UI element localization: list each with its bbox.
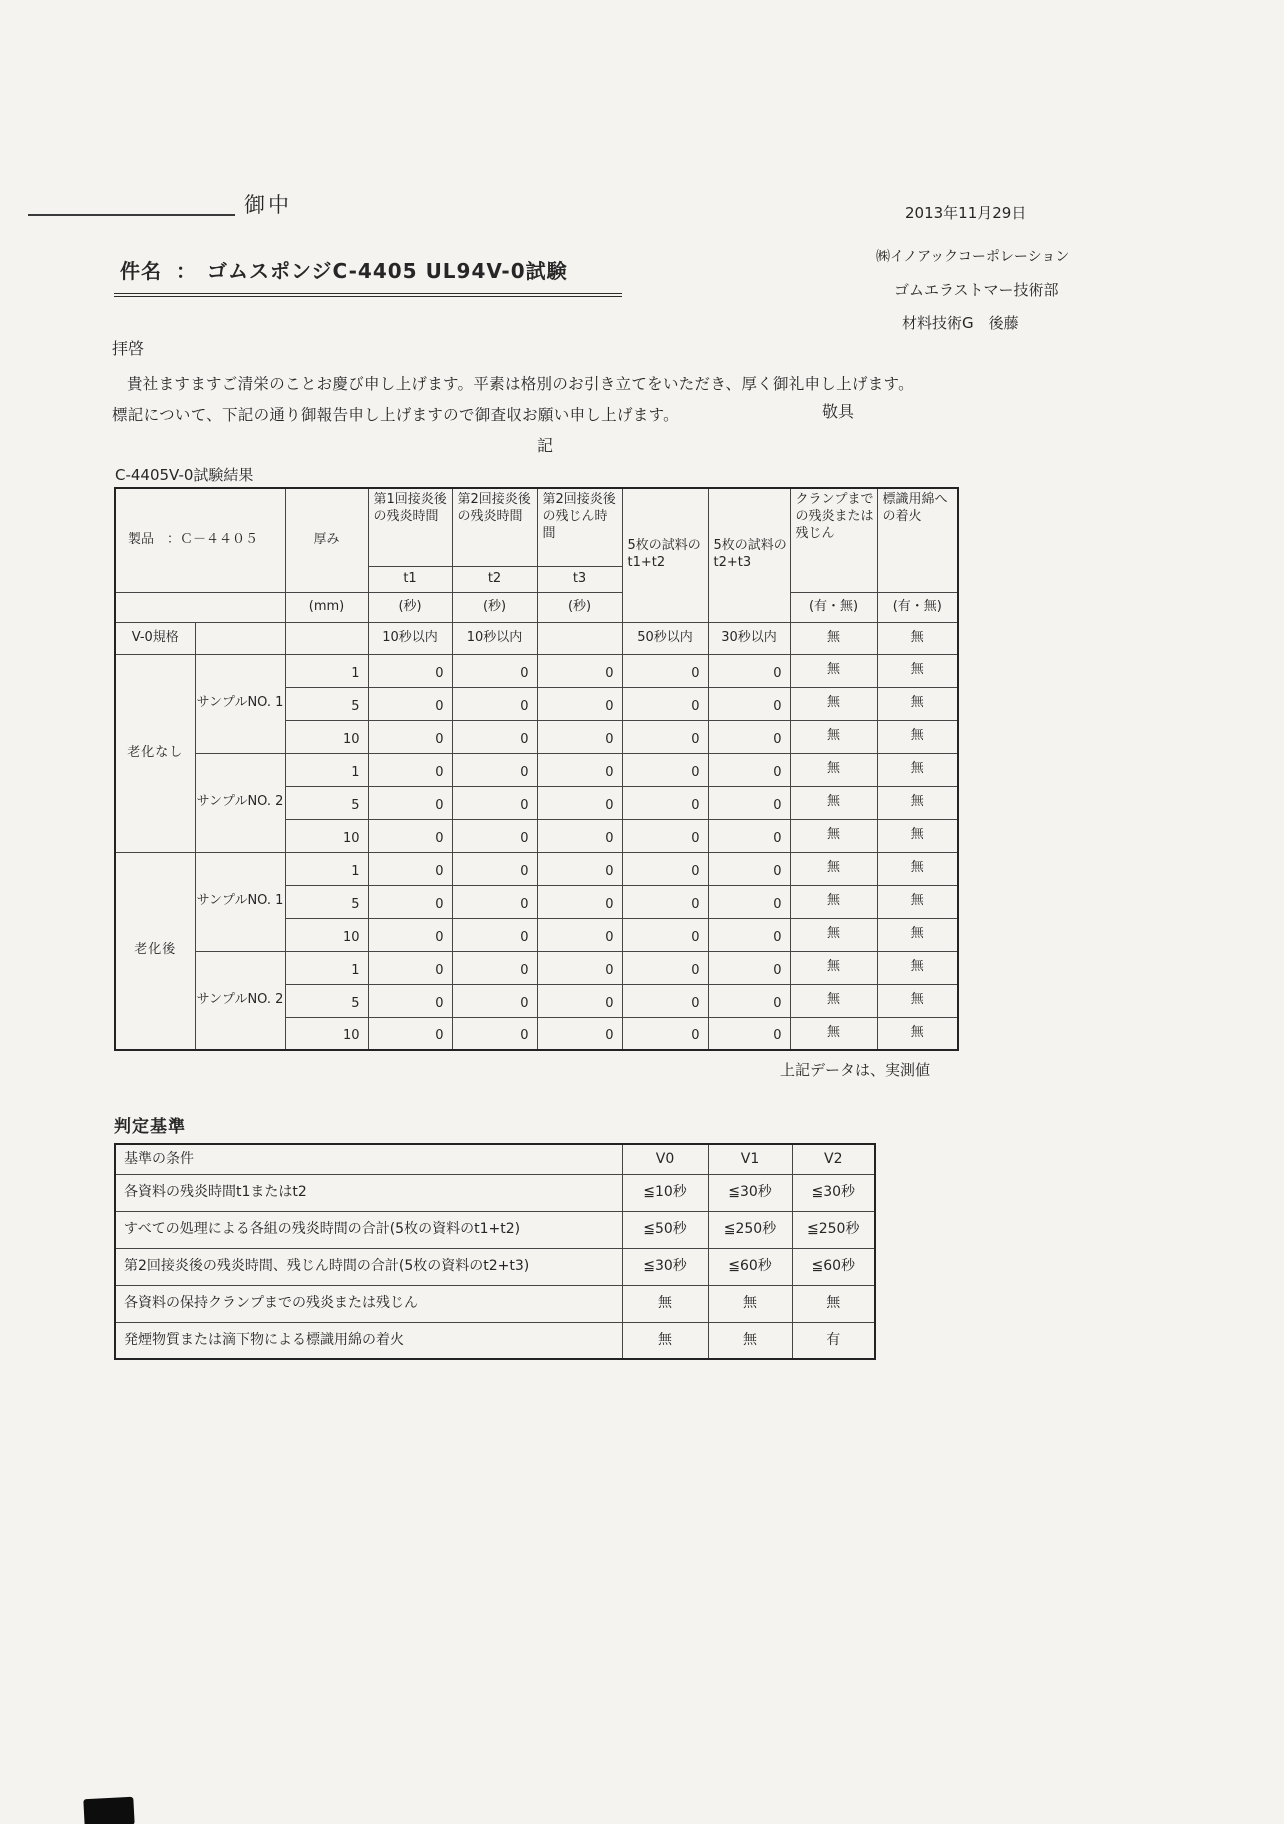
criteria-label: すべての処理による各組の残炎時間の合計(5枚の資料のt1+t2)	[115, 1211, 622, 1248]
cotton-value: 無	[877, 720, 958, 753]
t3-value: 0	[537, 687, 622, 720]
t2-value: 0	[452, 687, 537, 720]
clamp-value: 無	[790, 687, 877, 720]
sum12-value: 0	[622, 852, 708, 885]
cotton-value: 無	[877, 687, 958, 720]
thickness-unit: (mm)	[285, 592, 368, 622]
salutation: 拝啓	[112, 339, 145, 358]
t3-value: 0	[537, 918, 622, 951]
t3-unit: (秒)	[537, 592, 622, 622]
empty-cell	[285, 622, 368, 654]
t2-title-header: 第2回接炎後の残炎時間	[452, 488, 537, 566]
t3-value: 0	[537, 786, 622, 819]
criteria-v0-value: ≦30秒	[622, 1248, 708, 1285]
clamp-value: 無	[790, 885, 877, 918]
t2-value: 0	[452, 918, 537, 951]
clamp-value: 無	[790, 918, 877, 951]
sum23-value: 0	[708, 984, 790, 1017]
cotton-value: 無	[877, 852, 958, 885]
t3-value: 0	[537, 720, 622, 753]
cotton-value: 無	[877, 753, 958, 786]
cotton-value: 無	[877, 819, 958, 852]
spec-sum23: 30秒以内	[708, 622, 790, 654]
cotton-value: 無	[877, 918, 958, 951]
sum23-value: 0	[708, 753, 790, 786]
empty-cell	[115, 592, 285, 622]
t1-value: 0	[368, 720, 452, 753]
table-row	[115, 1248, 875, 1285]
t1-value: 0	[368, 753, 452, 786]
spec-row	[115, 622, 958, 654]
t1-value: 0	[368, 885, 452, 918]
spec-t1: 10秒以内	[368, 622, 452, 654]
sample-label: サンプルNO. 1	[195, 654, 285, 753]
t2-label: t2	[452, 566, 537, 592]
thickness-value: 10	[285, 1017, 368, 1050]
sum12-value: 0	[622, 819, 708, 852]
clamp-value: 無	[790, 654, 877, 687]
addressee-underline	[28, 214, 235, 216]
sum23-value: 0	[708, 885, 790, 918]
closing-word: 敬具	[822, 402, 855, 421]
table-row	[115, 951, 958, 984]
spec-sum12: 50秒以内	[622, 622, 708, 654]
cotton-unit: (有・無)	[877, 592, 958, 622]
sum12-value: 0	[622, 984, 708, 1017]
thickness-value: 1	[285, 951, 368, 984]
t2-value: 0	[452, 819, 537, 852]
t2-value: 0	[452, 786, 537, 819]
header-row-3	[115, 592, 958, 622]
t3-value: 0	[537, 654, 622, 687]
spec-cotton: 無	[877, 622, 958, 654]
table-row	[115, 1322, 875, 1359]
t1-value: 0	[368, 852, 452, 885]
record-mark: 記	[537, 436, 556, 455]
t3-value: 0	[537, 951, 622, 984]
sum-t2t3-header: 5枚の試料のt2+t3	[708, 488, 790, 622]
criteria-v1-value: ≦250秒	[708, 1211, 792, 1248]
t3-value: 0	[537, 819, 622, 852]
t1-value: 0	[368, 687, 452, 720]
sum12-value: 0	[622, 1017, 708, 1050]
thickness-value: 1	[285, 852, 368, 885]
t1-title-header: 第1回接炎後の残炎時間	[368, 488, 452, 566]
criteria-v1-value: 無	[708, 1322, 792, 1359]
body-line-2: 標記について、下記の通り御報告申し上げますので御査収お願い申し上げます。	[112, 406, 679, 424]
t1-value: 0	[368, 951, 452, 984]
thickness-value: 10	[285, 918, 368, 951]
spec-clamp: 無	[790, 622, 877, 654]
criteria-v0-value: 無	[622, 1285, 708, 1322]
clamp-value: 無	[790, 786, 877, 819]
sum12-value: 0	[622, 753, 708, 786]
clamp-header: クランプまでの残炎または残じん	[790, 488, 877, 592]
criteria-v2-value: 無	[792, 1285, 875, 1322]
criteria-v2-value: ≦250秒	[792, 1211, 875, 1248]
table-row	[115, 654, 958, 687]
product-header: 製品 ：Ｃ－４４０５	[115, 488, 285, 592]
t3-value: 0	[537, 1017, 622, 1050]
thickness-value: 10	[285, 819, 368, 852]
sum12-value: 0	[622, 687, 708, 720]
sum23-value: 0	[708, 918, 790, 951]
empty-cell	[537, 622, 622, 654]
t3-value: 0	[537, 753, 622, 786]
t1-value: 0	[368, 918, 452, 951]
t3-value: 0	[537, 984, 622, 1017]
body-line-1: 貴社ますますご清栄のことお慶び申し上げます。平素は格別のお引き立てをいただき、厚く御礼申し上げます。	[127, 375, 914, 393]
header-row-1	[115, 488, 958, 566]
criteria-v0-value: 無	[622, 1322, 708, 1359]
sum12-value: 0	[622, 951, 708, 984]
report-date: 2013年11月29日	[905, 204, 1027, 222]
criteria-label: 各資料の保持クランプまでの残炎または残じん	[115, 1285, 622, 1322]
t2-value: 0	[452, 753, 537, 786]
sum23-value: 0	[708, 1017, 790, 1050]
clamp-value: 無	[790, 1017, 877, 1050]
empty-cell	[195, 622, 285, 654]
sum23-value: 0	[708, 687, 790, 720]
sum23-value: 0	[708, 951, 790, 984]
sample-label: サンプルNO. 1	[195, 852, 285, 951]
results-caption: C-4405V-0試験結果	[115, 466, 254, 484]
sample-label: サンプルNO. 2	[195, 753, 285, 852]
cotton-header: 標識用綿への着火	[877, 488, 958, 592]
t2-value: 0	[452, 654, 537, 687]
criteria-label: 第2回接炎後の残炎時間、残じん時間の合計(5枚の資料のt2+t3)	[115, 1248, 622, 1285]
group-label: 老化なし	[115, 654, 195, 852]
subject-label: 件名	[120, 259, 162, 283]
cotton-value: 無	[877, 951, 958, 984]
thickness-value: 5	[285, 786, 368, 819]
t2-value: 0	[452, 951, 537, 984]
author-name: 材料技術G 後藤	[902, 314, 1019, 332]
t1-value: 0	[368, 654, 452, 687]
criteria-v2-value: 有	[792, 1322, 875, 1359]
sum23-value: 0	[708, 819, 790, 852]
t3-title-header: 第2回接炎後の残じん時間	[537, 488, 622, 566]
table-row	[115, 852, 958, 885]
sum12-value: 0	[622, 918, 708, 951]
subject-line	[114, 253, 622, 297]
clamp-value: 無	[790, 984, 877, 1017]
table-row	[115, 1211, 875, 1248]
clamp-value: 無	[790, 720, 877, 753]
sum12-value: 0	[622, 885, 708, 918]
t1-unit: (秒)	[368, 592, 452, 622]
criteria-table	[114, 1143, 876, 1360]
sum23-value: 0	[708, 786, 790, 819]
table-row	[115, 1285, 875, 1322]
sum-t1t2-header: 5枚の試料のt1+t2	[622, 488, 708, 622]
criteria-v2-header: V2	[792, 1144, 875, 1174]
measured-data-note: 上記データは、実測値	[780, 1061, 931, 1079]
t1-value: 0	[368, 786, 452, 819]
criteria-title: 判定基準	[114, 1117, 186, 1137]
group-label: 老化後	[115, 852, 195, 1050]
department-name: ゴムエラストマー技術部	[894, 281, 1059, 299]
cotton-value: 無	[877, 786, 958, 819]
results-table	[114, 487, 959, 1051]
t1-value: 0	[368, 984, 452, 1017]
criteria-v2-value: ≦30秒	[792, 1174, 875, 1211]
thickness-header: 厚み	[285, 488, 368, 592]
table-row	[115, 753, 958, 786]
addressee-honorific: 御中	[244, 193, 292, 217]
thickness-value: 5	[285, 687, 368, 720]
thickness-value: 1	[285, 654, 368, 687]
sum23-value: 0	[708, 654, 790, 687]
criteria-label: 各資料の残炎時間t1またはt2	[115, 1174, 622, 1211]
sum12-value: 0	[622, 720, 708, 753]
t1-label: t1	[368, 566, 452, 592]
cotton-value: 無	[877, 654, 958, 687]
subject-text: ゴムスポンジC-4405 UL94V-0試験	[207, 259, 568, 283]
criteria-v1-header: V1	[708, 1144, 792, 1174]
sum12-value: 0	[622, 654, 708, 687]
t2-unit: (秒)	[452, 592, 537, 622]
t2-value: 0	[452, 852, 537, 885]
cotton-value: 無	[877, 1017, 958, 1050]
clamp-value: 無	[790, 852, 877, 885]
company-name: ㈱イノアックコーポレーション	[876, 249, 1070, 265]
t2-value: 0	[452, 1017, 537, 1050]
criteria-v0-value: ≦10秒	[622, 1174, 708, 1211]
spec-t2: 10秒以内	[452, 622, 537, 654]
clamp-unit: (有・無)	[790, 592, 877, 622]
cotton-value: 無	[877, 984, 958, 1017]
sum23-value: 0	[708, 720, 790, 753]
clamp-value: 無	[790, 753, 877, 786]
criteria-v0-header: V0	[622, 1144, 708, 1174]
sample-label: サンプルNO. 2	[195, 951, 285, 1050]
t1-value: 0	[368, 819, 452, 852]
criteria-header-row	[115, 1144, 875, 1174]
criteria-condition-header: 基準の条件	[115, 1144, 622, 1174]
t3-value: 0	[537, 885, 622, 918]
t2-value: 0	[452, 984, 537, 1017]
clamp-value: 無	[790, 819, 877, 852]
subject-separator: ：	[176, 259, 197, 283]
thickness-value: 10	[285, 720, 368, 753]
t3-value: 0	[537, 852, 622, 885]
thickness-value: 5	[285, 885, 368, 918]
t3-label: t3	[537, 566, 622, 592]
criteria-v1-value: ≦60秒	[708, 1248, 792, 1285]
spec-label: V-0規格	[115, 622, 195, 654]
criteria-v2-value: ≦60秒	[792, 1248, 875, 1285]
criteria-label: 発煙物質または滴下物による標識用綿の着火	[115, 1322, 622, 1359]
t2-value: 0	[452, 885, 537, 918]
t1-value: 0	[368, 1017, 452, 1050]
sum23-value: 0	[708, 852, 790, 885]
criteria-v1-value: ≦30秒	[708, 1174, 792, 1211]
sum12-value: 0	[622, 786, 708, 819]
criteria-v1-value: 無	[708, 1285, 792, 1322]
clamp-value: 無	[790, 951, 877, 984]
criteria-v0-value: ≦50秒	[622, 1211, 708, 1248]
table-row	[115, 1174, 875, 1211]
scan-corner-artifact	[83, 1797, 134, 1824]
cotton-value: 無	[877, 885, 958, 918]
t2-value: 0	[452, 720, 537, 753]
thickness-value: 5	[285, 984, 368, 1017]
thickness-value: 1	[285, 753, 368, 786]
